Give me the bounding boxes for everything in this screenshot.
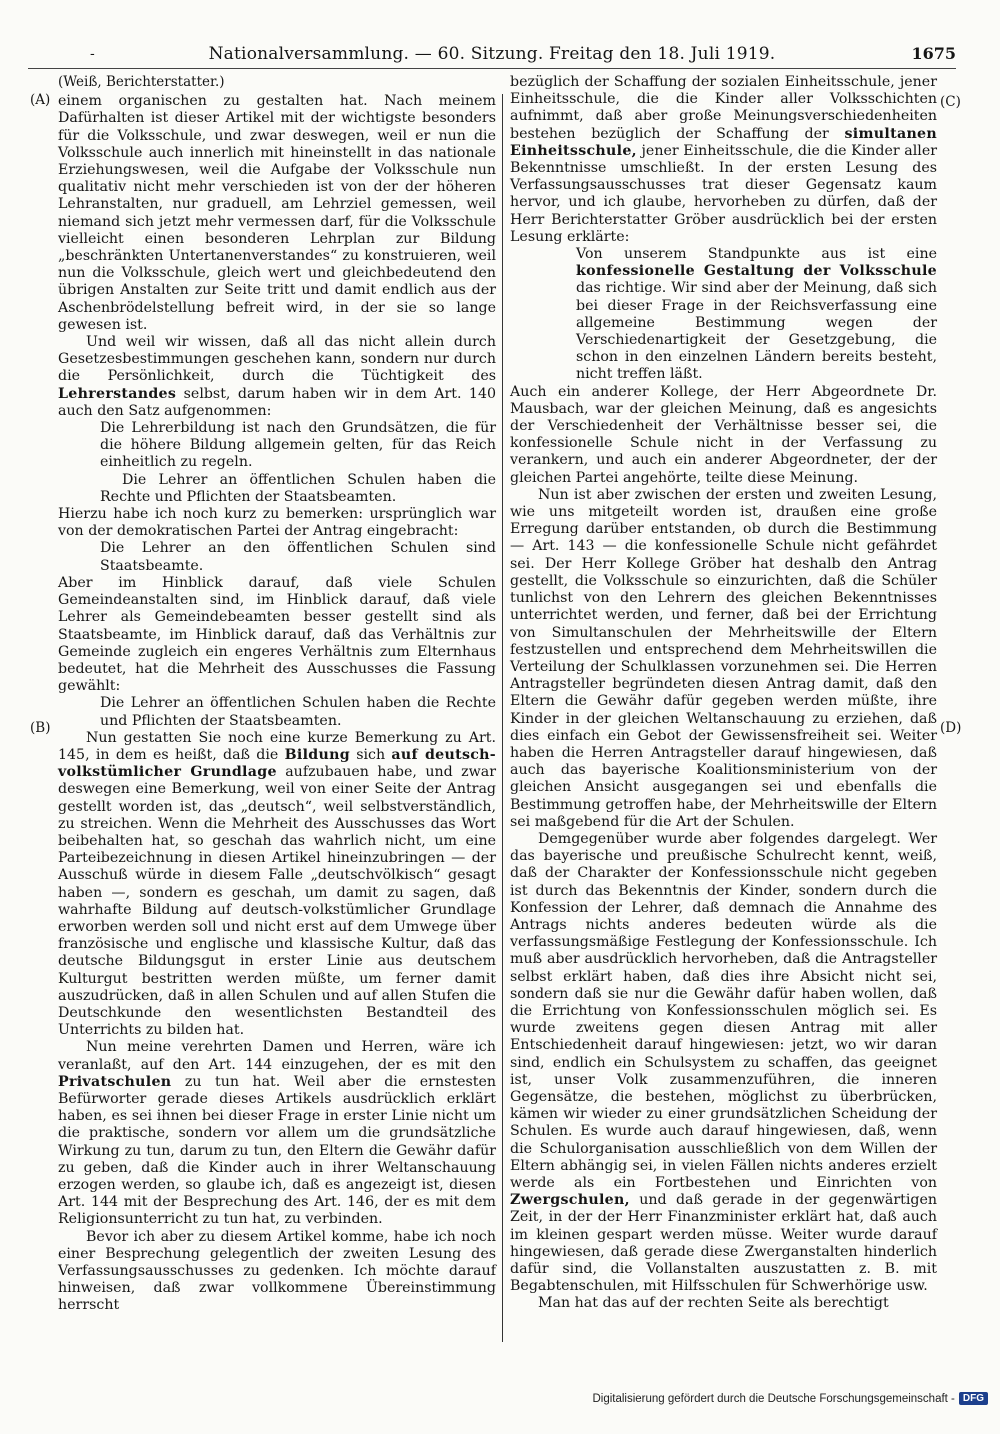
footer-text: Digitalisierung gefördert durch die Deutsche Forschungsgemeinschaft - (592, 1392, 955, 1405)
quote-paragraph: Die Lehrerbildung ist nach den Grundsätzen, die für die höhere Bildung allgemein gelten, für das Reich einheitlich zu regeln. (100, 420, 496, 471)
paragraph: Nun meine verehrten Damen und Herren, wäre ich veranlaßt, auf den Art. 144 einzugehen, der es mit den Privatschulen zu tun hat. Weil aber die ernstesten Befürworter gerade dieses Artikels ausdrücklich erklärt haben, es sei ihnen bei dieser Frage in erster Linie nicht um die praktische, sondern vor allem um die grundsätzliche Wirkung zu tun, darum zu tun, den Eltern die Gewähr dafür zu geben, daß die Kinder auch in ihrer Weltanschauung erzogen werden, so glaube ich, daß es angezeigt ist, diesen Art. 144 mit der Besprechung des Art. 146, der es mit dem Religionsunterricht zu tun hat, zu verbinden. (58, 1039, 496, 1228)
paragraph: Bevor ich aber zu diesem Artikel komme, habe ich noch einer Besprechung gelegentlich der zweiten Lesung des Verfassungsausschusses zu gedenken. Ich möchte darauf hinweisen, daß zwar vollkommene Übereinstimmung herrscht (58, 1228, 496, 1314)
paragraph: Man hat das auf der rechten Seite als berechtigt (538, 1295, 889, 1312)
emphasis: Bildung (284, 746, 350, 763)
quote-paragraph: Die Lehrer an den öffentlichen Schulen sind Staatsbeamte. (100, 540, 496, 574)
block-quote (576, 246, 937, 384)
speaker-label: (Weiß, Berichterstatter.) (58, 74, 225, 90)
quote-paragraph: Die Lehrer an öffentlichen Schulen haben die Rechte und Pflichten der Staatsbeamten. (100, 695, 496, 729)
margin-mark-a: (A) (30, 92, 51, 108)
page-header (28, 44, 956, 69)
emphasis: auf deutsch-volkstümlicher Grundlage (58, 746, 496, 781)
margin-mark-c: (C) (940, 94, 961, 110)
left-column (58, 74, 496, 1315)
header-dash: - (90, 46, 95, 62)
paragraph: Hierzu habe ich noch kurz zu bemerken: ursprünglich war von der demokratischen Partei der Antrag eingebracht: (58, 506, 496, 540)
quote-paragraph: Von unserem Standpunkte aus ist eine konfessionelle Gestaltung der Volksschule das richtige. Wir sind aber der Meinung, daß sich bei dieser Frage in der Reichsverfassung eine allgemeine Bestimmung wegen der Verschiedenartigkeit der Gesetzgebung, die schon in den einzelnen Ländern bereits besteht, nicht treffen läßt. (576, 246, 937, 383)
emphasis: Zwergschulen, (510, 1192, 630, 1209)
block-quote (100, 695, 496, 729)
block-quote (100, 540, 496, 574)
block-quote (100, 420, 496, 506)
column-divider (502, 94, 503, 1342)
margin-mark-b: (B) (30, 720, 51, 736)
emphasis: Privatschulen (58, 1073, 172, 1090)
paragraph: einem organischen zu gestalten hat. Nach meinem Dafürhalten ist dieser Artikel mit der wichtigste besonders für die Volksschule, und zwar deswegen, weil er nun die Volksschule auch innerlich mit hineinstellt in das nationale Erziehungswesen, weil die Aufgabe der Volksschule nun qualitativ nicht mehr verschieden ist von der der höheren Lehranstalten, nur graduell, am Lehrziel gemessen, weil niemand sich jetzt mehr vermessen darf, für die Volksschule vielleicht einen besonderen Lehrplan zur Bildung „beschränkten Untertanenverstandes“ zu konstruieren, weil nun die Volksschule, gleich wert und gleichbedeutend den übrigen Anstalten zur Seite tritt und damit endlich aus der Aschenbrödelstellung befreit wird, in der sie so lange gewesen ist. (58, 93, 496, 333)
emphasis: Lehrerstandes (58, 385, 177, 402)
paragraph: Demgegenüber wurde aber folgendes dargelegt. Wer das bayerische und preußische Schulrecht kennt, weiß, daß der Charakter der Konfessionsschule nicht gegeben ist durch das Bekenntnis der Kinder, sondern durch die Konfession der Lehrer, daß demnach die Annahme des Antrags nichts anderes bedeuten würde als die verfassungsmäßige Festlegung der Konfessionsschule. Ich muß aber ausdrücklich hervorheben, daß die Antragsteller selbst erklärt haben, daß dies ihre Absicht nicht sei, sondern daß sie nur die Gewähr dafür haben wollen, daß die Errichtung von Konfessionsschulen möglich sei. Es wurde zweitens gegen diesen Antrag mit aller Entschiedenheit darauf hingewiesen: jetzt, wo wir daran sind, endlich ein Schulsystem zu schaffen, das geeignet ist, unser Volk zusammenzuführen, die inneren Gegensätze, die bestehen, möglichst zu überbrücken, kämen wir wieder zu einer grundsätzlichen Scheidung der Schulen. Es wurde auch darauf hingewiesen, daß, wenn die Schulorganisation ausschließlich von dem Willen der Eltern abhängig sei, in vielen Fällen nichts anderes erzielt werde als ein Fortbestehen und Einrichten von Zwergschulen, und daß gerade in der gegenwärtigen Zeit, in der der Herr Finanzminister erklärt hat, daß auch im kleinen gespart werden müsse. Weiter wurde darauf hingewiesen, daß gerade diese Zwerganstalten hinderlich dafür sind, die Vollanstalten auszustatten z. B. mit Begabtenschulen, mit Hilfsschulen für Schwerhörige usw. (510, 830, 937, 1295)
paragraph: Und weil wir wissen, daß all das nicht allein durch Gesetzesbestimmungen geschehen kann, sondern nur durch die Persönlichkeit, durch die Tüchtigkeit des Lehrerstandes selbst, darum haben wir in dem Art. 140 auch den Satz aufgenommen: (58, 334, 497, 419)
paragraph: Nun ist aber zwischen der ersten und zweiten Lesung, wie uns mitgeteilt worden ist, draußen eine große Erregung darüber entstanden, ob durch die Bestimmung — Art. 143 — die konfessionelle Schule nicht gefährdet sei. Der Herr Kollege Gröber hat deshalb den Antrag gestellt, die Volksschule so einzurichten, daß die Schüler tunlichst von den Lehrern des gleichen Bekenntnisses unterrichtet werden, und ferner, daß bei der Errichtung von Simultanschulen der Mehrheitswille der Eltern festzustellen und entsprechend dem Mehrheitswillen die Verteilung der Schulklassen vorzunehmen sei. Die Herren Antragsteller begründeten diesen Antrag damit, daß den Eltern die Gewähr dafür gegeben werden müßte, ihre Kinder in der gleichen Weltanschauung zu erziehen, daß dies einfach ein Gebot der Gewissensfreiheit sei. Weiter haben die Herren Antragsteller darauf hingewiesen, daß auch das bayerische Koalitionsministerium von der gleichen Ansicht ausgegangen sei und ebenfalls die Bestimmung getroffen habe, der Mehrheitswille der Eltern sei maßgebend für die Art der Schulen. (510, 486, 937, 830)
right-column (510, 74, 937, 1313)
dfg-logo: DFG (959, 1392, 988, 1405)
margin-mark-d: (D) (940, 720, 962, 736)
paragraph: Auch ein anderer Kollege, der Herr Abgeordnete Dr. Mausbach, war der gleichen Meinung, daß es angesichts der Verschiedenheit der Verhältnisse besser sei, die konfessionelle Schule nicht in der Verfassung zu verankern, und auch ein anderer Abgeordneter, der der gleichen Partei angehörte, teilte diese Meinung. (510, 383, 937, 486)
quote-paragraph: Die Lehrer an öffentlichen Schulen haben die Rechte und Pflichten der Staatsbeamten. (100, 471, 496, 505)
emphasis: simultanen Einheitsschule, (510, 125, 937, 159)
emphasis: konfessionelle Gestaltung der Volksschule (576, 263, 937, 280)
page-number: 1675 (911, 44, 956, 63)
running-title: Nationalversammlung. — 60. Sitzung. Freitag den 18. Juli 1919. (208, 44, 776, 64)
paragraph: Nun gestatten Sie noch eine kurze Bemerkung zu Art. 145, in dem es heißt, daß die Bildung sich auf deutsch-volkstümlicher Grundlage aufzubauen habe, und zwar deswegen eine Bemerkung, weil von einer Seite der Antrag gestellt worden ist, das „deutsch“, weil selbstverständlich, zu streichen. Wenn die Mehrheit des Ausschusses das Wort beibehalten hat, so geschah das wahrlich nicht, um eine Parteibezeichnung in diesen Artikel hineinzubringen — der Ausschuß würde in diesem Falle „deutschvölkisch“ gesagt haben —, sondern es geschah, um damit zu sagen, daß wahrhafte Bildung auf deutsch-volkstümlicher Grundlage erworben werden soll und nicht erst auf dem Umwege über französische und englische und klassische Kultur, daß das deutsche Bildungsgut in erster Linie aus deutschem Kulturgut bestritten werden müßte, um ferner damit auszudrücken, daß in allen Schulen und auf allen Stufen die Deutschkunde den wesentlichsten Bestandteil des Unterrichts zu bilden hat. (58, 729, 497, 1039)
paragraph: bezüglich der Schaffung der sozialen Einheitsschule, jener Einheitsschule, die die Kinder aller Volksschichten aufnimmt, daß aber große Meinungsverschiedenheiten bestehen bezüglich der Schaffung der simultanen Einheitsschule, jener Einheitsschule, die die Kinder aller Bekenntnisse umschließt. In der ersten Lesung des Verfassungsausschusses trat dieser Gegensatz kaum hervor, und ich glaube, hervorheben zu dürfen, daß der Herr Berichterstatter Gröber ausdrücklich bei der ersten Lesung erklärte: (510, 74, 938, 245)
footer-credit (592, 1392, 988, 1405)
paragraph: Aber im Hinblick darauf, daß viele Schulen Gemeindeanstalten sind, im Hinblick darauf, daß viele Lehrer als Gemeindebeamten besser gestellt sind als Staatsbeamte, im Hinblick darauf, daß das Verhältnis zur Gemeinde zugleich ein engeres Verhältnis zum Elternhaus bedeutet, hat die Mehrheit des Ausschusses die Fassung gewählt: (58, 574, 496, 695)
